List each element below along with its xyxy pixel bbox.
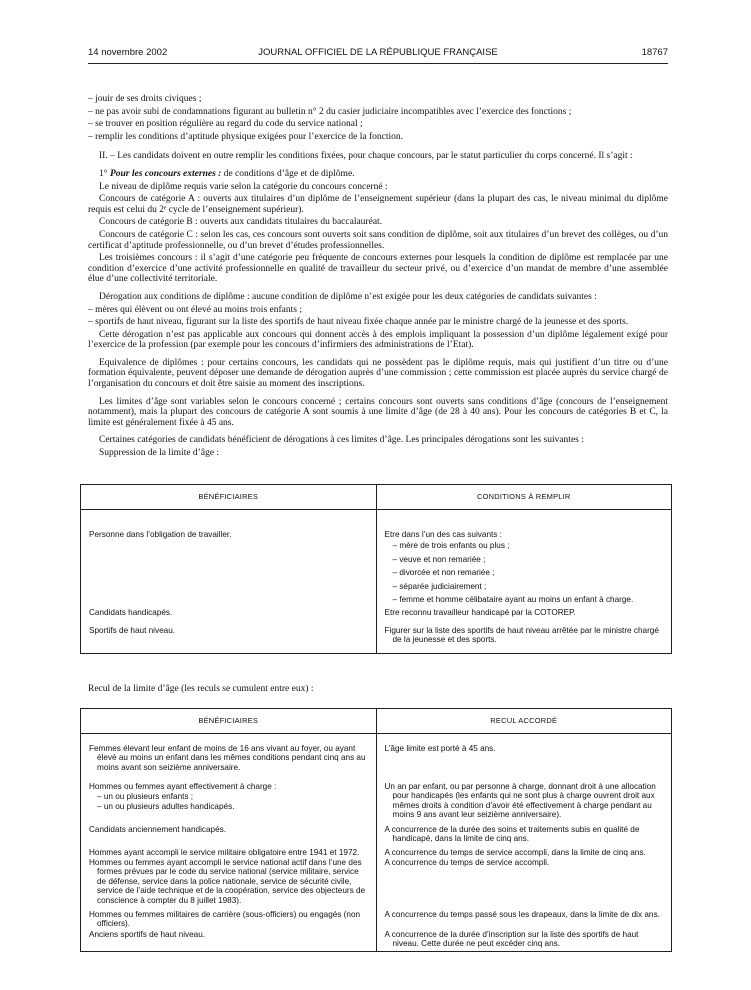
table-body [81,734,671,952]
cat-a-paragraph: Concours de catégorie A : ouverts aux titulaires d’un diplôme de l’enseignement supérieur (dans la plupart des cas, le niveau minimal du diplôme requis est celui du 2ᵉ cycle de l’enseignement supérieur). [88,194,668,215]
table-cell: Candidats anciennement handicapés. [89,825,227,834]
col-header-recul: RECUL ACCORDÉ [490,716,558,725]
header-rule [88,63,668,64]
table-cell: Anciens sportifs de haut niveau. [89,930,206,939]
cette-derogation-paragraph: Cette dérogation n’est pas applicable aux concours qui donnent accès à des emplois impliquant la possession d’un diplôme légalement exigé pour l’exercice de la profession (par exemple pour les concours d’infirmiers des administrations de l’Etat). [88,329,668,351]
list-item: – mère de trois enfants ou plus ; [392,541,510,551]
list-item: – séparée judiciairement ; [392,581,487,591]
section-2-intro: II. – Les candidats doivent en outre remplir les conditions fixées, pour chaque concours, par le statut particulier du corps concerné. Il s’agit : [99,151,633,162]
limites-paragraph: Les limites d’âge sont variables selon le concours concerné ; certains concours sont ouverts sans conditions d’âge (concours de l’enseignement notamment), mais la plupart des concours de catégorie A sont soumis à une limite d’âge (de 28 à 40 ans). Pour les concours de catégories B et C, la limite est généralement fixée à 45 ans. [88,396,668,428]
condition-item: – se trouver en position régulière au regard du code du service national ; [88,119,363,130]
page-header [88,47,668,61]
list-item: – un ou plusieurs enfants ; [97,792,194,802]
equivalence-paragraph: Equivalence de diplômes : pour certains concours, les candidats qui ne possèdent pas le diplôme requis, mais qui justifient d’un titre ou d’une formation équivalente, peuvent déposer une demande de dérogation auprès d’une commission ; cette commission est placée auprès du service chargé de l’organisation du concours et doit être saisie au moment des inscriptions. [88,357,668,390]
table-cell: Personne dans l’obligation de travailler. [89,530,232,539]
table-cell: Figurer sur la liste des sportifs de haut niveau arrêtée par le ministre chargé de la jeunesse et des sports. [384,626,659,645]
table-cell: Hommes ou femmes ayant accompli le service national actif dans l’une des formes prévues par le code du service national (service militaire, service de défense, service dans la police nationale, service de sécurité civile, service de l’aide technique et de la coopération, service des objecteurs de conscience à compter du 8 juillet 1983). [89,858,366,905]
col-header-conditions: CONDITIONS À REMPLIR [476,492,571,501]
derogation-paragraph: Dérogation aux conditions de diplôme : aucune condition de diplôme n’est exigée pour les deux catégories de candidats suivantes : [99,291,597,302]
condition-item: – jouir de ses droits civiques ; [88,94,202,104]
externes-number: 1° [99,168,110,179]
table-cell: Femmes élevant leur enfant de moins de 16 ans vivant au foyer, ou ayant élevé au moins un enfant dans les mêmes conditions pendant cinq ans au moins avant son seizième anniversaire. [89,744,366,772]
table-cell: Hommes ou femmes militaires de carrière (sous-officiers) ou engagés (non officiers). [89,910,361,929]
cell-text: Hommes ou femmes ayant effectivement à charge : [89,782,277,791]
table-cell: A concurrence du temps passé sous les drapeaux, dans la limite de dix ans. [384,910,660,919]
table-cell: A concurrence du temps de service accompli, dans la limite de cinq ans. [384,848,646,857]
derogation-item: – mères qui élèvent ou ont élevé au moins trois enfants ; [88,304,302,315]
niveau-paragraph: Le niveau de diplôme requis varie selon la catégorie du concours concerné : [99,181,388,192]
troisiemes-paragraph: Les troisièmes concours : il s’agit d’une catégorie peu fréquente de concours externes pour lesquels la condition de diplôme est remplacée par une condition d’exercice d’une activité professionnelle en qualité de travailleur du secteur privé, ou d’exercice d’un mandat de membre d’une assemblée élue d’une collectivité territoriale. [88,253,668,285]
body-text [88,94,668,461]
recul-column [377,734,672,952]
table-body [81,510,671,654]
list-item: – veuve et non remariée ; [392,554,486,564]
table-cell: Hommes ayant accompli le service militaire obligatoire entre 1941 et 1972. [89,848,360,857]
header-date: 14 novembre 2002 [88,47,168,58]
suppression-table [80,484,672,654]
beneficiaires-column [81,510,377,654]
list-item: – divorcée et non remariée ; [392,568,495,578]
header-journal-title: JOURNAL OFFICIEL DE LA RÉPUBLIQUE FRANÇAISE [258,47,498,58]
table-cell [89,782,368,811]
table-cell: L’âge limite est porté à 45 ans. [384,744,496,753]
externes-text: de conditions d’âge et de diplôme. [221,168,355,179]
condition-item: – ne pas avoir subi de condamnations figurant au bulletin n° 2 du casier judiciaire incompatibles avec l’exercice des fonctions ; [88,106,572,117]
table-cell: A concurrence du temps de service accompli. [384,858,550,867]
table-cell: Etre reconnu travailleur handicapé par la COTOREP. [384,608,576,617]
externes-paragraph [88,169,668,180]
table-cell: A concurrence de la durée des soins et traitements subis en qualité de handicapé, dans la limite de cinq ans. [384,825,640,844]
table-header [81,485,671,510]
col-header-beneficiaires: BÉNÉFICIAIRES [81,709,377,733]
suppression-caption: Suppression de la limite d’âge : [99,448,220,459]
table-header [81,709,671,734]
condition-item: – remplir les conditions d’aptitude physique exigées pour l’exercice de la fonction. [88,131,403,142]
certaines-paragraph: Certaines catégories de candidats bénéficient de dérogations à ces limites d’âge. Les principales dérogations sont les suivantes : [99,435,584,446]
table-cell: Sportifs de haut niveau. [89,626,176,635]
cat-c-paragraph: Concours de catégorie C : selon les cas, ces concours sont ouverts soit sans condition de diplôme, soit aux titulaires d’un brevet des collèges, ou d’un certificat d’aptitude professionnelle, ou d’un brevet d’études professionnelles. [88,229,668,251]
table-cell [385,530,664,604]
externes-label: Pour les concours externes : [109,168,222,179]
list-item: – femme et homme célibataire ayant au moins un enfant à charge. [392,595,634,605]
col-header-beneficiaires: BÉNÉFICIAIRES [81,485,377,509]
table-cell: Un an par enfant, ou par personne à charge, donnant droit à une allocation pour handicapés (les enfants qui ne sont plus à charge ouvrent droit aux mêmes droits à condition d’avoir été effectivement à charge pendant au moins 9 ans avant leur seizième anniversaire). [384,782,656,820]
conditions-column [377,510,672,654]
list-item: – un ou plusieurs adultes handicapés. [97,801,235,811]
recul-caption: Recul de la limite d’âge (les reculs se cumulent entre eux) : [88,684,314,694]
cat-b-paragraph: Concours de catégorie B : ouverts aux candidats titulaires du baccalauréat. [99,217,383,228]
cell-text: Etre dans l’un des cas suivants : [384,530,502,539]
table-cell: Candidats handicapés. [89,608,173,617]
recul-table [80,708,672,952]
beneficiaires-column [81,734,377,952]
header-page-number: 18767 [641,47,668,58]
table-cell: A concurrence de la durée d’inscription sur la liste des sportifs de haut niveau. Cette durée ne peut excéder cinq ans. [384,930,639,949]
derogation-item: – sportifs de haut niveau, figurant sur la liste des sportifs de haut niveau fixée chaque année par le ministre chargé de la jeunesse et des sports. [88,317,629,328]
